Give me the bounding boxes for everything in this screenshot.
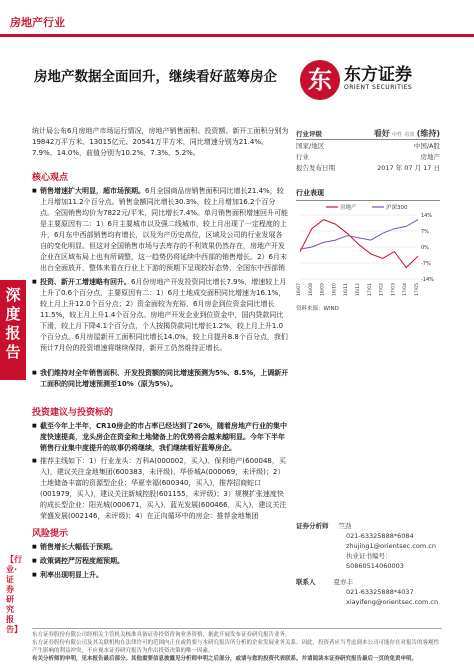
rating-value: 看好 bbox=[373, 129, 390, 138]
x-tick-label: 17/05 bbox=[415, 283, 420, 296]
analyst-2-phone: 021-63325888*4037 bbox=[346, 588, 414, 596]
risk-item-3: ■ 利率出现明显上升。 bbox=[32, 570, 289, 581]
core-point-2-lead: 投资、新开工增速略有回升。 bbox=[40, 278, 131, 286]
invest-point-1: ■ 截至今年上半年，CR10房企的市占率已经达到了26%，随着房地产行业的集中度快速提高，龙头房企在资金和土地储备上的优势将会越来越明显。今年下半年销售行业集中度提升的故事仍将继续，我们继续看好蓝筹房企。 bbox=[32, 421, 289, 454]
core-point-2 bbox=[32, 277, 289, 365]
rating-neutral: 中性 bbox=[392, 132, 403, 138]
core-point-1-text: 6月全国商品房销售面积同比增长21.4%，较上月增加11.2个百分点。销售金额同比增长30.3%，较上月增加16.2个百分点。全国销售均价为7822元/平米，同比增长7.4%。单月销售面积增速回升可能是主要原因有二：1）6月主要城市以及强二线城市，较上月出现了一定程度的上升，6月东中西部销售均有增长，以及为产历史高位，区域及公司的行业发展各自的变化明显。但这对全国销售市场与去库存的不利效果仍然存在，房地产开发企业在区域布局上也有所调整，这一趋势仍将延续中西部的销售增长。2）6月末出台全面放开，整体来看在行业上下游的预期下呈现较好态势，全国东中西部销 bbox=[40, 187, 288, 272]
logo-name-en: ORIENT SECURITIES bbox=[344, 84, 413, 91]
y-tick-label: -7% bbox=[421, 261, 431, 267]
analyst-1-role: 证券分析师 bbox=[296, 522, 329, 530]
chart-title: 行业表现 bbox=[296, 188, 440, 201]
analyst-1-email[interactable]: zhujing1@orientsec.com.cn bbox=[346, 542, 436, 550]
analyst-2-email[interactable]: xiayifeng@orientsec.com.cn bbox=[346, 598, 439, 606]
rating-negative: 看淡 bbox=[404, 132, 415, 138]
analyst-1-cert: 执业证书编号：S0860514060003 bbox=[346, 552, 404, 570]
analyst-2-role: 联系人 bbox=[296, 578, 316, 586]
footer-line-3: 有关分析师的申明，见本报告最后部分。其他重要信息披露见分析师申明之后部分，或请与您的投资代表联系。并请阅读本证券研究报告最后一页的免责申明。 bbox=[32, 656, 418, 662]
intro-paragraph: 统计局公布6月房地产市场运行情况，房地产销售面积、投资额、新开工面积分别为19842万平方米、13015亿元、20541万平方米，同比增速分别为21.4%、7.9%、14.0%，前值分别为10.2%、7.3%、5.2%。 bbox=[32, 127, 289, 157]
rating-panel bbox=[296, 128, 440, 173]
x-tick-label: 17/03 bbox=[391, 283, 397, 296]
industry-performance-chart bbox=[296, 188, 440, 300]
footer-line-1: 东方证券股份有限公司经相关主管机关核准具备证券投资咨询业务资格，据此开展发布证券研究报告业务。 bbox=[32, 632, 291, 638]
x-tick-label: 16/11 bbox=[344, 283, 350, 296]
report-category-sidebar: 【行业·证券研究报告】 bbox=[6, 555, 22, 634]
main-column bbox=[32, 126, 289, 581]
x-tick-label: 16/10 bbox=[332, 283, 338, 296]
core-point-2-text: 6月份房地产开发投资同比增长7.9%，增速较上月上升了0.6个百分点，主要原因有二：1）6月土地成交面积同比增速为16.1%，较上月上升12.0个百分点；2）资金面较为充裕，6月房企到位资金同比增长11.5%，较上月上升1.4个百分点。房地产开发企业到位资金中，国内贷款同比下滑，较上月下降4.1个百分点，个人按揭贷款同比增长1.2%，较上月上升1.0个百分点。6月房屋新开工面积同比增长14.0%，较上月提升8.8个百分点，我们预计7月份的投资增速将继续保持，新开工仍然维持正增长。 bbox=[40, 278, 288, 352]
x-tick-label: 17/01 bbox=[367, 283, 373, 296]
logo-mark-icon: 东 bbox=[300, 60, 340, 100]
industry-value: 房地产 bbox=[420, 153, 440, 161]
invest-point-2: ■ 推荐主线如下：1）行业龙头：万科A(000002，买入)、保利地产(600048，买入)，建议关注金地集团(600383，未评级)、华侨城A(000069，未评级)；2）土地储备丰富的资源型企业：华夏幸福(600340，买入)，推荐招商蛇口(001979，买入)，建议关注新城控股(601155，未评级)；3）规模扩张速度快的成长型企业：阳光城(000671，买入)、蓝光发展(600466，买入)，建议关注荣盛发展(002146，未评级)；4）在正向循环中的房企：推荐金地集团 bbox=[32, 456, 289, 522]
legend-label: 沪深300 bbox=[386, 205, 408, 211]
y-tick-label: -14% bbox=[421, 277, 434, 283]
region-label: 国家/地区 bbox=[296, 142, 325, 150]
analyst-1-phone: 021-63325888*6084 bbox=[346, 532, 414, 540]
industry-row bbox=[296, 151, 440, 162]
rating-maintain: (维持) bbox=[416, 129, 440, 138]
report-type-sidebar: 深度报告 bbox=[0, 280, 26, 380]
chart-svg bbox=[296, 201, 440, 297]
x-tick-label: 17/02 bbox=[379, 283, 385, 296]
date-row bbox=[296, 162, 440, 173]
series-line bbox=[300, 220, 418, 268]
x-tick-label: 16/07 bbox=[297, 283, 302, 296]
date-value: 2017 年 07 月 17 日 bbox=[377, 164, 440, 172]
disclaimer-footer bbox=[32, 628, 442, 663]
core-point-1 bbox=[32, 186, 289, 274]
y-tick-label: 14% bbox=[421, 213, 433, 219]
date-label: 报告发布日期 bbox=[296, 164, 335, 172]
forecast-paragraph: ■ 我们维持对全年销售面积、开发投资额的同比增速预测为5%、8.5%，上调新开工面积的同比增速预测至10%（原为5%）。 bbox=[32, 368, 289, 401]
header-divider bbox=[0, 34, 474, 37]
y-tick-label: 7% bbox=[421, 229, 429, 235]
logo-name-cn: 东方证券 bbox=[344, 65, 412, 85]
report-title: 房地产数据全面回升，继续看好蓝筹房企 bbox=[34, 69, 277, 85]
core-heading: 核心观点 bbox=[32, 173, 69, 183]
industry-label: 行业 bbox=[296, 153, 309, 161]
region-row bbox=[296, 139, 440, 151]
analyst-2 bbox=[296, 576, 440, 607]
rating-label: 行业评级 bbox=[296, 130, 322, 138]
x-tick-label: 16/12 bbox=[356, 283, 361, 296]
analyst-1 bbox=[296, 520, 440, 571]
region-value: 中国/A股 bbox=[413, 142, 440, 150]
x-tick-label: 16/09 bbox=[320, 283, 326, 296]
risk-item-1: ■ 销售增长大幅低于预期。 bbox=[32, 542, 289, 553]
legend-label: 房地产 bbox=[340, 205, 357, 211]
analyst-2-name: 夏亦丰 bbox=[333, 578, 353, 586]
company-logo bbox=[300, 58, 434, 104]
invest-heading: 投资建议与投资标的 bbox=[32, 408, 114, 418]
analyst-1-name: 竺劲 bbox=[338, 522, 352, 530]
rating-row bbox=[296, 128, 440, 139]
sector-label: 房地产行业 bbox=[10, 16, 65, 29]
risk-heading: 风险提示 bbox=[32, 529, 69, 539]
risk-item-2: ■ 政策调控严厉程度超预期。 bbox=[32, 556, 289, 567]
core-point-1-lead: 销售增速扩大明显，超市场预期。 bbox=[40, 187, 145, 195]
header-bar bbox=[0, 0, 474, 58]
y-tick-label: 0% bbox=[421, 245, 429, 251]
footer-line-2: 东方证券股份有限公司及其关联机构在法律许可的范围内正在或将要与本研究报告所分析的企业发展业务关系。因此，投资者应当考虑到本公司可能存在对报告的客观性产生影响的利益冲突，不应视本证券研究报告为作出投资决策的唯一因素。 bbox=[32, 640, 440, 654]
x-tick-label: 17/04 bbox=[403, 283, 409, 296]
x-tick-label: 16/08 bbox=[308, 283, 314, 296]
chart-source: 资料来源：WIND bbox=[296, 306, 339, 312]
